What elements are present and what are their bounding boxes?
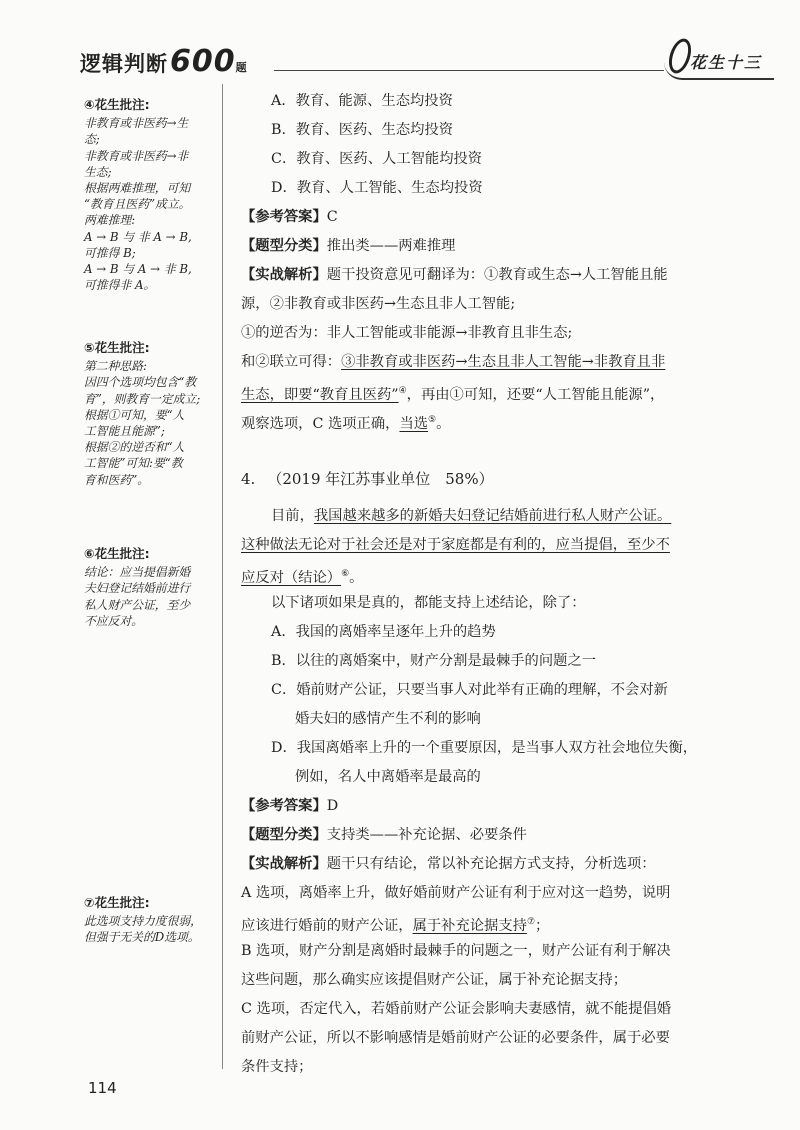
note-line: A → B 与 非 A → B, [84,229,192,244]
note-line: 不应反对。 [84,613,143,628]
analysis-text: 题干投资意见可翻译为：①教育或生态→人工智能且能 [326,267,668,283]
q4-option-d: D．我国离婚率上升的一个重要原因，是当事人双方社会地位失衡， [271,740,698,756]
note-marker: ⑤ [428,415,437,425]
note-line: 育”，则教育一定成立; [84,391,201,406]
q3-analysis-line [241,352,665,372]
stem-text: 。 [349,569,364,586]
analysis-text: 观察选项，C 选项正确， [241,415,400,432]
book-title-text: 逻辑判断 [80,52,168,76]
note-line: 育和医药”。 [84,472,150,487]
note-line: 态; [84,132,100,147]
analysis-text: 题干只有结论，常以补充论据方式支持，分析选项： [326,856,656,872]
underlined-text: 属于补充论据支持 [412,917,527,934]
q3-option-b: B．教育、医药、生态均投资 [271,122,454,138]
underlined-text: 我国越来越多的新婚夫妇登记结婚前进行私人财产公证。 [313,508,672,524]
book-number: 600 [170,44,236,79]
q4-analysis-line [241,912,549,936]
note-line: 根据①可知，要“人 [84,407,185,422]
book-title [80,44,248,79]
q4-analysis-line: 前财产公证，所以不影响感情是婚前财产公证的必要条件，属于必要 [241,1030,670,1046]
q3-analysis-line: 观察选项，C 选项正确，当选⑤。 [241,415,451,432]
note-marker: ④ [398,386,407,396]
q4-stem-line [271,506,671,526]
note-line: 生态; [84,164,112,179]
margin-note-5 [84,340,230,488]
q4-option-d-cont: 例如，名人中离婚率是最高的 [295,769,481,785]
q4-analysis-line: 条件支持； [241,1059,313,1075]
q4-stem-line [241,564,363,588]
analysis-label: 【实战解析】 [241,856,327,872]
q4-option-b: B．以往的离婚案中，财产分割是最棘手的问题之一 [271,653,597,669]
note-line: 但强于无关的D选项。 [84,930,200,945]
q3-analysis-line [241,381,664,405]
answer-label: 【参考答案】 [241,798,327,814]
note-line: 根据两难推理，可知 [84,181,191,196]
note-title: ⑦花生批注: [84,895,150,910]
type-value: 支持类——补充论据、必要条件 [326,827,527,843]
answer-value: C [326,209,338,225]
q4-header [241,469,494,489]
note-line: 此选项支持力度很弱， [84,914,202,929]
type-label: 【题型分类】 [241,238,327,254]
answer-value: D [326,798,339,814]
type-value: 推出类——两难推理 [326,238,456,254]
underlined-text: 生态，即要“教育且医药” [241,386,399,403]
q3-answer [241,207,338,227]
q4-option-c: C．婚前财产公证，只要当事人对此举有正确的理解，不会对新 [271,682,668,698]
q3-analysis-line [241,265,668,285]
note-marker: ⑥ [341,569,350,579]
answer-label: 【参考答案】 [241,209,327,225]
q3-analysis-line: ①的逆否为：非人工智能或非能源→非教育且非生态; [241,325,573,341]
q3-analysis-line: 源，②非教育或非医药→生态且非人工智能; [241,296,516,312]
question-number: 4. [241,470,256,488]
underlined-text: ③非教育或非医药→生态且非人工智能→非教育且非 [341,354,666,370]
q4-stem-line: 这种做法无论对于社会还是对于家庭都是有利的，应当提倡，至少不 [241,537,670,553]
analysis-text: 和②联立可得： [241,354,342,370]
q4-question: 以下诸项如果是真的，都能支持上述结论，除了： [271,595,586,611]
note-line: 根据②的逆否和“人 [84,440,185,455]
note-title: ⑥花生批注: [84,546,150,561]
note-line: 非教育或非医药→生 [84,116,189,131]
q3-option-c: C．教育、医药、人工智能均投资 [271,151,483,167]
margin-note-6 [84,546,230,629]
page-header [68,38,774,82]
margin-note-7 [84,895,230,946]
note-line: 私人财产公证，至少 [84,597,191,612]
q4-option-c-cont: 婚夫妇的感情产生不利的影响 [295,711,481,727]
q4-analysis-line [241,854,656,874]
note-title: ④花生批注: [84,97,150,112]
brand-badge [664,42,774,80]
q4-analysis-line: B 选项，财产分割是离婚时最棘手的问题之一，财产公证有利于解决 [241,943,671,959]
note-line: 可推得 B; [84,245,136,260]
q4-option-a: A．我国的离婚率呈逐年上升的趋势 [271,624,496,640]
margin-note-4 [84,97,230,293]
analysis-text: ； [535,917,550,934]
underlined-text: 应反对（结论） [241,569,342,586]
note-title: ⑤花生批注: [84,340,150,355]
question-source: （2019 年江苏事业单位 58%） [267,470,494,488]
q3-option-a: A．教育、能源、生态均投资 [271,93,453,109]
analysis-text: 应该进行婚前的财产公证， [241,917,413,934]
q4-analysis-line: 这些问题，那么确实应该提倡财产公证，属于补充论据支持； [241,972,628,988]
note-line: 第二种思路: [84,359,147,374]
note-line: 可推得非 A。 [84,278,156,293]
note-line: 工智能”可知:要“教 [84,456,183,471]
q4-analysis-line: C 选项，否定代入，若婚前财产公证会影响夫妻感情，就不能提倡婚 [241,1001,672,1017]
note-line: 夫妇登记结婚前进行 [84,581,191,596]
note-marker: ⑦ [526,917,536,927]
note-line: 非教育或非医药→非 [84,148,189,163]
note-line: 两难推理: [84,213,136,228]
note-line: “教育且医药”成立。 [84,197,191,212]
q3-type [241,236,455,256]
q3-option-d: D．教育、人工智能、生态均投资 [271,180,483,196]
analysis-text: ，再由①可知，还要“人工智能且能源”， [406,386,665,403]
page-number: 114 [88,1079,117,1097]
analysis-label: 【实战解析】 [241,267,327,283]
note-line: A → B 与 A → 非 B, [84,262,192,277]
type-label: 【题型分类】 [241,827,327,843]
stem-text: 目前， [271,508,314,524]
note-line: 工智能且能源”; [84,424,165,439]
note-line: 因四个选项均包含“教 [84,375,197,390]
brand-text: 花生十三 [690,53,763,72]
underlined-text: 当选 [399,415,429,432]
book-suffix: 题 [235,61,248,74]
note-line: 结论：应当提倡新婚 [84,565,191,580]
header-rule [274,70,664,71]
q4-analysis-line: A 选项，离婚率上升，做好婚前财产公证有利于应对这一趋势，说明 [241,885,671,901]
q4-answer [241,796,338,816]
q4-type [241,825,527,845]
